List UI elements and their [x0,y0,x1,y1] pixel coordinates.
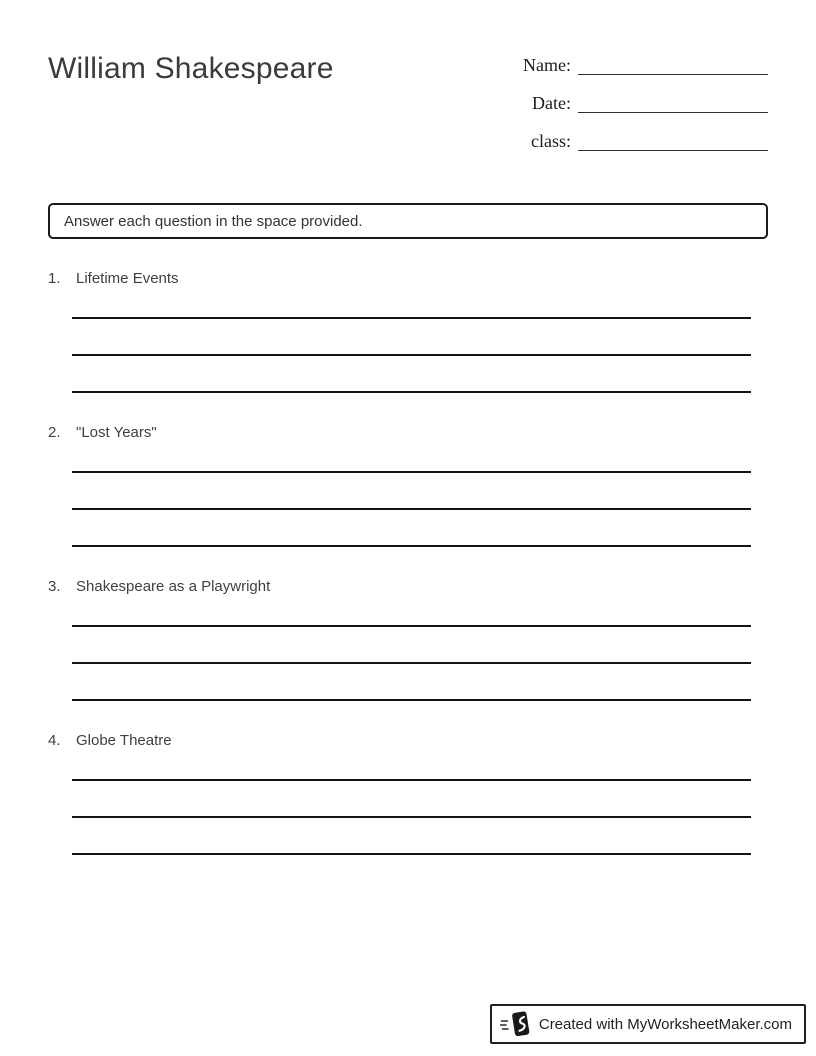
answer-line[interactable] [72,443,751,473]
field-write-line[interactable] [578,86,768,113]
worksheet-header [48,48,768,162]
answer-line[interactable] [72,781,751,818]
footer-credit-badge [490,1004,806,1044]
answer-line[interactable] [72,627,751,664]
page-title: William Shakespeare [48,52,334,85]
answer-lines [72,597,751,701]
question-number: 3. [48,578,61,595]
question-number: 4. [48,732,61,749]
answer-line[interactable] [72,319,751,356]
field-label: Name: [523,55,571,76]
header-field-row [523,48,768,86]
footer-credit-text: Created with MyWorksheetMaker.com [538,1015,792,1033]
question-label: "Lost Years" [76,424,157,441]
question-number: 2. [48,424,61,441]
question-block [48,269,768,393]
header-fields [523,48,768,162]
question-label: Lifetime Events [76,270,179,287]
answer-line[interactable] [72,664,751,701]
field-label: Date: [532,93,571,114]
question-header [48,577,768,597]
question-label: Globe Theatre [76,732,172,749]
answer-line[interactable] [72,356,751,393]
question-list [48,269,768,855]
header-field-row [523,86,768,124]
answer-line[interactable] [72,473,751,510]
instruction-text: Answer each question in the space provided. [64,212,363,230]
question-label: Shakespeare as a Playwright [76,578,271,595]
answer-line[interactable] [72,597,751,627]
myworksheetmaker-logo-icon [500,1009,532,1039]
header-field-row [523,124,768,162]
field-write-line[interactable] [578,124,768,151]
answer-line[interactable] [72,818,751,855]
question-header [48,269,768,289]
answer-lines [72,443,751,547]
answer-lines [72,751,751,855]
field-write-line[interactable] [578,48,768,75]
question-number: 1. [48,270,61,287]
answer-line[interactable] [72,510,751,547]
question-header [48,731,768,751]
field-label: class: [531,131,571,152]
question-block [48,731,768,855]
question-header [48,423,768,443]
question-block [48,577,768,701]
answer-lines [72,289,751,393]
instruction-box [48,203,768,239]
answer-line[interactable] [72,289,751,319]
question-block [48,423,768,547]
answer-line[interactable] [72,751,751,781]
